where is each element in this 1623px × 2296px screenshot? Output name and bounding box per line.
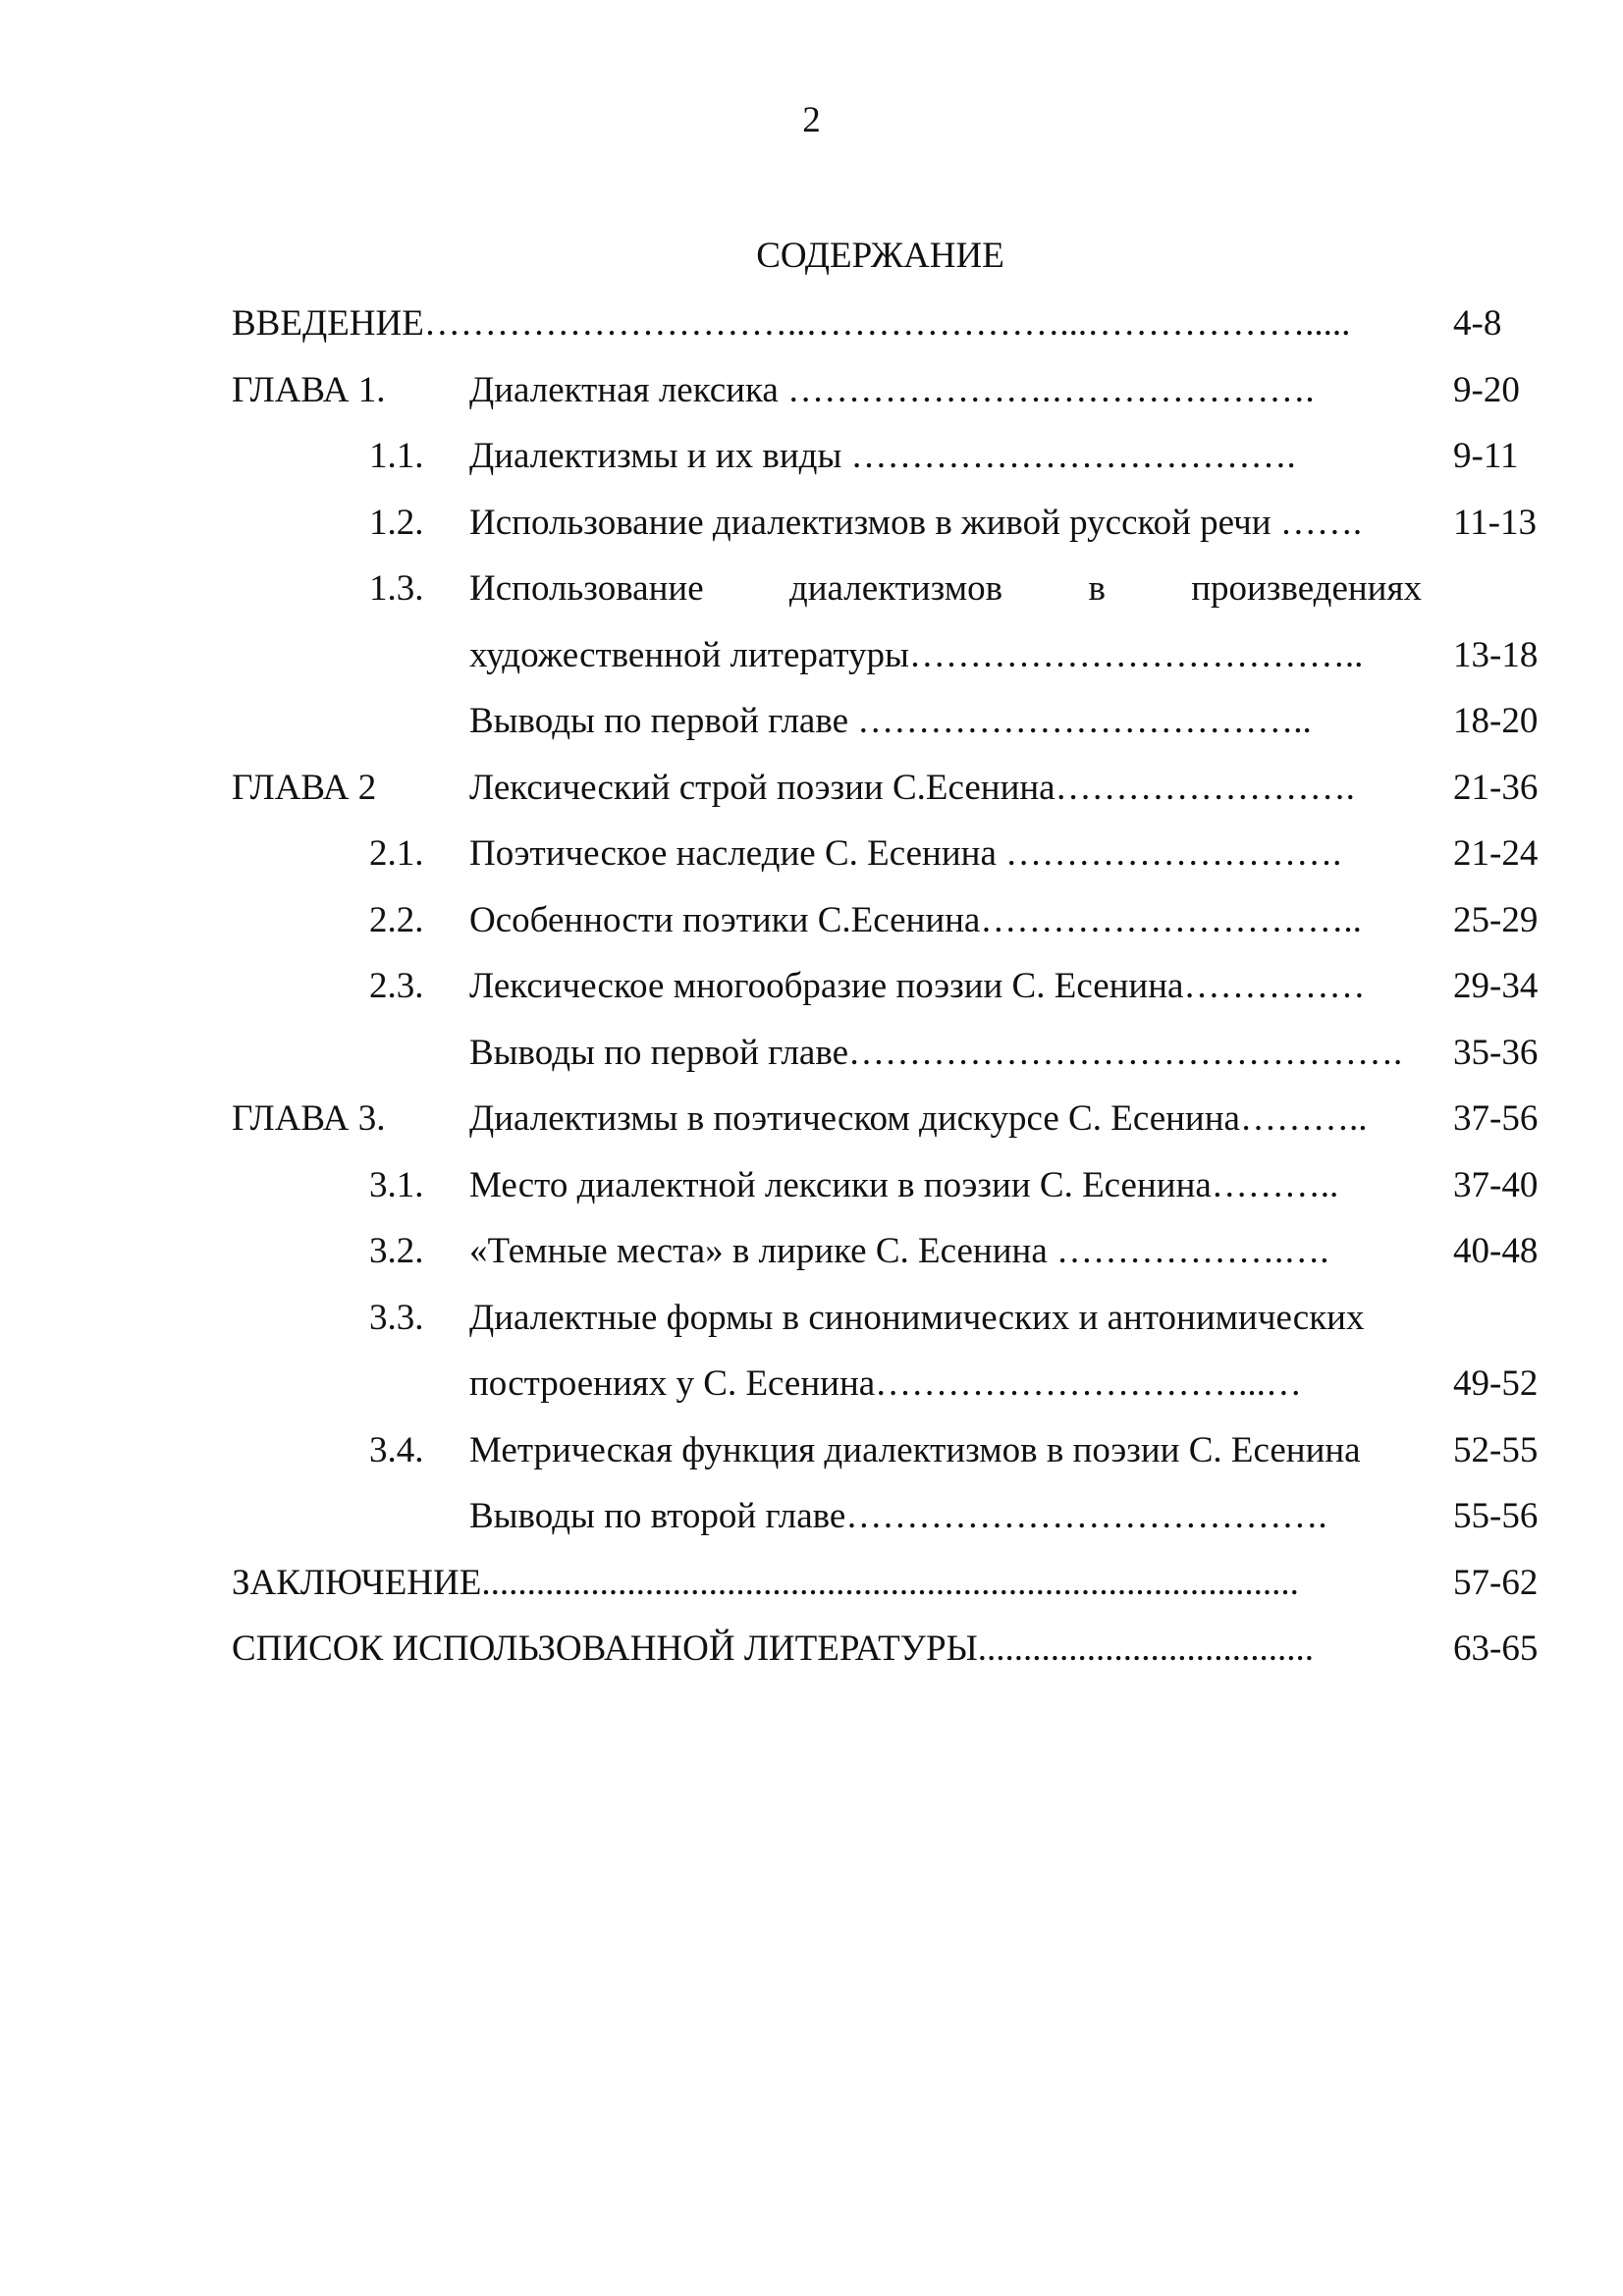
- page-title: СОДЕРЖАНИЕ: [756, 236, 1004, 276]
- toc-entry-pages: 21-36: [1453, 767, 1539, 808]
- toc-entry-pages: 37-56: [1453, 1098, 1539, 1139]
- toc-entry-pages: 18-20: [1453, 701, 1539, 741]
- toc-entry-title: Особенности поэтики С.Есенина…………………………..: [469, 899, 1362, 940]
- toc-entry-number: 1.3.: [369, 568, 424, 609]
- toc-entry-pages: 9-20: [1453, 369, 1520, 410]
- toc-entry-pages: 4-8: [1453, 303, 1502, 344]
- toc-entry: [0, 1029, 1623, 1095]
- toc-entry-pages: 11-13: [1453, 502, 1537, 543]
- toc-entry-title: Выводы по первой главе ………………………………..: [469, 701, 1312, 741]
- toc-entry-title: Лексическое многообразие поэзии С. Есенина……………: [469, 966, 1366, 1006]
- toc-entry-title: Выводы по второй главе………………………………….: [469, 1496, 1327, 1536]
- toc-entry-number: ГЛАВА 2: [232, 767, 377, 808]
- toc-entry: [0, 631, 1623, 698]
- toc-entry-pages: 37-40: [1453, 1164, 1539, 1205]
- toc-entry-title: Использование диалектизмов в живой русской речи …….: [469, 502, 1363, 543]
- toc-entry: [0, 829, 1623, 896]
- toc-entry-title: Выводы по первой главе……………………………………….: [469, 1032, 1403, 1073]
- toc-entry: [0, 1294, 1623, 1361]
- toc-entry-title: Использование диалектизмов в произведениях: [469, 568, 1422, 609]
- toc-entry-title: «Темные места» в лирике С. Есенина ……………….….: [469, 1231, 1329, 1271]
- toc-entry: [0, 1492, 1623, 1559]
- page-number: 2: [802, 100, 821, 140]
- toc-entry-number: 2.1.: [369, 833, 424, 874]
- toc-entry: [0, 1360, 1623, 1426]
- toc-entry-number: ГЛАВА 3.: [232, 1098, 386, 1139]
- toc-entry: [0, 564, 1623, 631]
- toc-entry-title: ВВЕДЕНИЕ…………………………..…………………...……………….....: [232, 303, 1351, 344]
- toc-entry-pages: 9-11: [1453, 436, 1519, 476]
- toc-entry: [0, 962, 1623, 1029]
- toc-entry-number: ГЛАВА 1.: [232, 369, 386, 410]
- toc-entry: [0, 1095, 1623, 1161]
- toc-entry-number: 1.2.: [369, 502, 424, 543]
- toc-entry-title: художественной литературы………………………………..: [469, 634, 1364, 675]
- toc-entry-pages: 25-29: [1453, 899, 1539, 940]
- toc-entry: [0, 1161, 1623, 1228]
- toc-entry: [0, 896, 1623, 963]
- toc-entry-title: построениях у С. Есенина…………………………...…: [469, 1363, 1302, 1404]
- toc-entry-pages: 35-36: [1453, 1032, 1539, 1073]
- toc-entry: [0, 299, 1623, 366]
- toc-entry-number: 2.2.: [369, 899, 424, 940]
- toc-entry: [0, 366, 1623, 433]
- toc-entry-pages: 57-62: [1453, 1562, 1539, 1603]
- toc-entry-number: 3.3.: [369, 1297, 424, 1338]
- toc-entry-pages: 21-24: [1453, 833, 1539, 874]
- toc-entry-number: 2.3.: [369, 966, 424, 1006]
- toc-entry-number: 1.1.: [369, 436, 424, 476]
- toc-entry-title: ЗАКЛЮЧЕНИЕ..........................................................................................: [232, 1562, 1299, 1603]
- toc-entry-number: 3.4.: [369, 1429, 424, 1470]
- toc-entry-title: Диалектные формы в синонимических и антонимических: [469, 1297, 1365, 1338]
- toc-entry: [0, 697, 1623, 764]
- toc-entry-pages: 29-34: [1453, 966, 1539, 1006]
- toc-entry-title: Диалектная лексика ………………….………………….: [469, 369, 1315, 410]
- toc-entry-title: Метрическая функция диалектизмов в поэзии С. Есенина: [469, 1429, 1361, 1470]
- toc-entry-title: Место диалектной лексики в поэзии С. Есенина………..: [469, 1164, 1339, 1205]
- toc-entry-pages: 40-48: [1453, 1231, 1539, 1271]
- toc-entry: [0, 1625, 1623, 1691]
- toc-entry-number: 3.2.: [369, 1231, 424, 1271]
- toc-entry-pages: 52-55: [1453, 1429, 1539, 1470]
- toc-entry-title: СПИСОК ИСПОЛЬЗОВАННОЙ ЛИТЕРАТУРЫ.....................................: [232, 1629, 1315, 1669]
- toc-entry-title: Лексический строй поэзии С.Есенина…………………….: [469, 767, 1355, 808]
- toc-entry-pages: 63-65: [1453, 1629, 1539, 1669]
- toc-entry-title: Поэтическое наследие С. Есенина ……………………….: [469, 833, 1342, 874]
- toc-entry-pages: 13-18: [1453, 634, 1539, 675]
- toc-entry: [0, 1559, 1623, 1626]
- toc-entry-title: Диалектизмы и их виды ……………………………….: [469, 436, 1296, 476]
- toc-entry: [0, 764, 1623, 830]
- toc-entry: [0, 1227, 1623, 1294]
- toc-entry-number: 3.1.: [369, 1164, 424, 1205]
- toc-entry: [0, 1426, 1623, 1493]
- toc-entry-pages: 49-52: [1453, 1363, 1539, 1404]
- toc-entry-title: Диалектизмы в поэтическом дискурсе С. Есенина………..: [469, 1098, 1368, 1139]
- toc-entry: [0, 499, 1623, 565]
- table-of-contents: [0, 299, 1623, 1691]
- toc-entry: [0, 432, 1623, 499]
- toc-entry-pages: 55-56: [1453, 1496, 1539, 1536]
